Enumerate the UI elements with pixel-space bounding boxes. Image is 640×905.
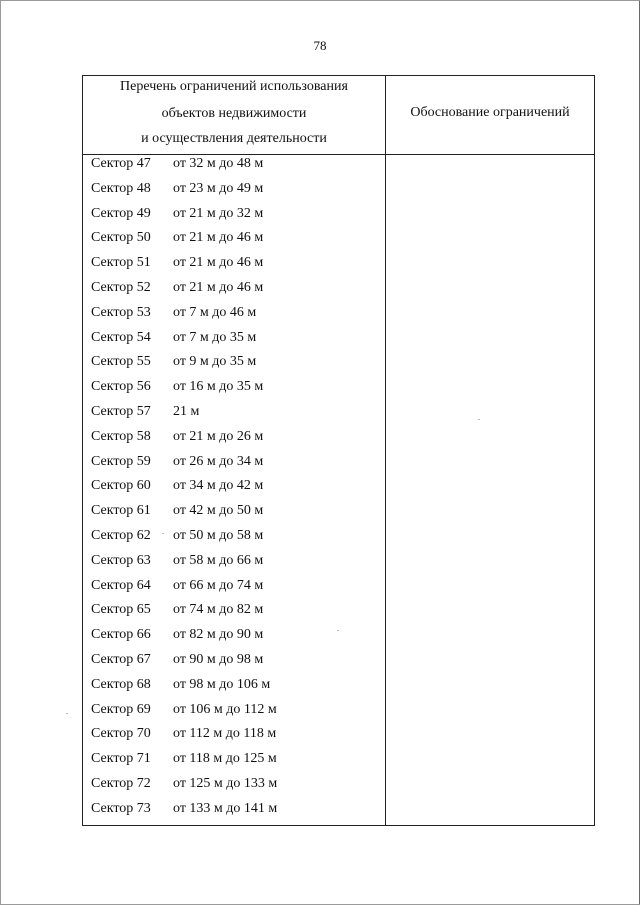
table-row [83, 255, 385, 280]
sector-label: Сектор 58 [91, 428, 151, 444]
table-row [83, 702, 385, 727]
distance-range: 21 м [173, 403, 200, 419]
distance-range: от 98 м до 106 м [173, 676, 271, 692]
table-row [83, 751, 385, 776]
sector-label: Сектор 52 [91, 279, 151, 295]
distance-range: от 21 м до 46 м [173, 279, 264, 295]
table-row [83, 404, 385, 429]
table-row [83, 602, 385, 627]
sector-label: Сектор 53 [91, 304, 151, 320]
table-row [83, 181, 385, 206]
sector-label: Сектор 57 [91, 403, 151, 419]
page-number: 78 [313, 38, 327, 53]
sector-label: Сектор 69 [91, 701, 151, 717]
table-row [83, 206, 385, 231]
table-row [83, 652, 385, 677]
distance-range: от 125 м до 133 м [173, 775, 278, 791]
header-left-line-1: Перечень ограничений использования [120, 79, 348, 94]
header-divider [83, 154, 594, 155]
table-body [83, 156, 385, 826]
distance-range: от 66 м до 74 м [173, 577, 264, 593]
distance-range: от 32 м до 48 м [173, 156, 264, 171]
distance-range: от 50 м до 58 м [173, 527, 264, 543]
distance-range: от 90 м до 98 м [173, 651, 264, 667]
header-left-line-3: и осуществления деятельности [141, 131, 327, 146]
sector-label: Сектор 66 [91, 627, 151, 643]
distance-range: от 21 м до 26 м [173, 428, 264, 444]
table-row [83, 478, 385, 503]
scan-speck [478, 419, 480, 420]
table-row [83, 454, 385, 479]
distance-range: от 58 м до 66 м [173, 552, 264, 568]
distance-range: от 21 м до 32 м [173, 205, 264, 221]
sector-label: Сектор 47 [91, 156, 151, 171]
table-row [83, 503, 385, 528]
table-row [83, 677, 385, 702]
table-row [83, 354, 385, 379]
table-row [83, 627, 385, 652]
restrictions-table [82, 75, 595, 826]
sector-label: Сектор 51 [91, 255, 151, 271]
sector-label: Сектор 68 [91, 676, 151, 692]
sector-label: Сектор 59 [91, 453, 151, 469]
header-justification [386, 76, 594, 154]
sector-label: Сектор 56 [91, 379, 151, 395]
scan-speck [66, 713, 68, 714]
distance-range: от 21 м до 46 м [173, 230, 264, 246]
header-right-label: Обоснование ограничений [410, 105, 570, 120]
distance-range: от 26 м до 34 м [173, 453, 264, 469]
sector-label: Сектор 63 [91, 552, 151, 568]
distance-range: от 106 м до 112 м [173, 701, 277, 717]
sector-label: Сектор 70 [91, 726, 151, 742]
distance-range: от 16 м до 35 м [173, 379, 264, 395]
sector-label: Сектор 67 [91, 651, 151, 667]
distance-range: от 82 м до 90 м [173, 627, 264, 643]
distance-range: от 7 м до 35 м [173, 329, 257, 345]
distance-range: от 42 м до 50 м [173, 503, 264, 519]
sector-label: Сектор 73 [91, 800, 151, 816]
distance-range: от 133 м до 141 м [173, 800, 278, 816]
sector-label: Сектор 55 [91, 354, 151, 370]
table-row [83, 578, 385, 603]
table-row [83, 429, 385, 454]
sector-label: Сектор 54 [91, 329, 151, 345]
table-row [83, 379, 385, 404]
sector-label: Сектор 64 [91, 577, 151, 593]
sector-label: Сектор 61 [91, 503, 151, 519]
table-row [83, 528, 385, 553]
column-divider [385, 76, 386, 825]
sector-label: Сектор 50 [91, 230, 151, 246]
distance-range: от 21 м до 46 м [173, 255, 264, 271]
distance-range: от 118 м до 125 м [173, 751, 277, 767]
table-row [83, 726, 385, 751]
sector-label: Сектор 49 [91, 205, 151, 221]
table-row [83, 330, 385, 355]
table-row [83, 305, 385, 330]
sector-label: Сектор 65 [91, 602, 151, 618]
sector-label: Сектор 72 [91, 775, 151, 791]
distance-range: от 112 м до 118 м [173, 726, 277, 742]
table-row [83, 801, 385, 826]
sector-label: Сектор 71 [91, 751, 151, 767]
table-row [83, 280, 385, 305]
sector-label: Сектор 48 [91, 180, 151, 196]
table-row [83, 156, 385, 181]
table-row [83, 230, 385, 255]
sector-label: Сектор 60 [91, 478, 151, 494]
distance-range: от 23 м до 49 м [173, 180, 264, 196]
header-restrictions-list [83, 76, 385, 154]
distance-range: от 7 м до 46 м [173, 304, 257, 320]
sector-label: Сектор 62 [91, 527, 151, 543]
table-row [83, 776, 385, 801]
scan-speck [337, 630, 339, 631]
table-row [83, 553, 385, 578]
distance-range: от 34 м до 42 м [173, 478, 264, 494]
distance-range: от 74 м до 82 м [173, 602, 264, 618]
scan-speck [162, 533, 164, 534]
header-left-line-2: объектов недвижимости [161, 106, 307, 121]
distance-range: от 9 м до 35 м [173, 354, 257, 370]
